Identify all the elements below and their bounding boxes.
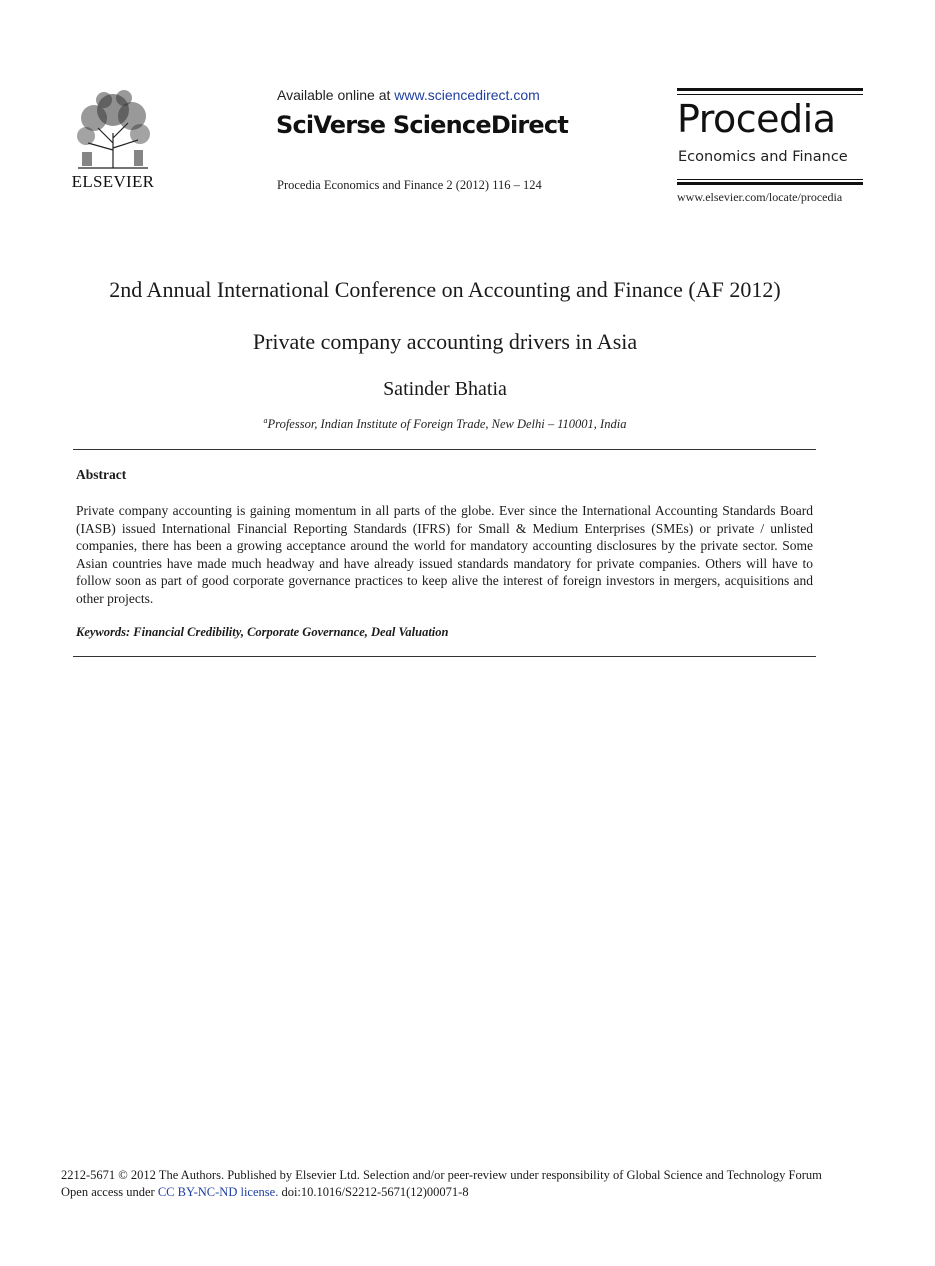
- divider-bottom: [73, 656, 816, 657]
- abstract-heading: Abstract: [76, 467, 127, 482]
- doi: doi:10.1016/S2212-5671(12)00071-8: [278, 1185, 469, 1199]
- elsevier-wordmark: ELSEVIER: [71, 172, 155, 191]
- license-link[interactable]: CC BY-NC-ND license.: [157, 1185, 279, 1199]
- divider-top: [73, 449, 816, 450]
- open-access-prefix: Open access under: [61, 1185, 158, 1199]
- sciverse-sciencedirect-logo: SciVerse ScienceDirect: [276, 111, 568, 139]
- journal-citation: Procedia Economics and Finance 2 (2012) 116 – 124: [277, 178, 542, 192]
- abstract-text: Private company accounting is gaining momentum in all parts of the globe. Ever since the International Accounting Standards Board (IASB) issued International Financial Reporting Standards (IFRS) for Small & Medium Enterprises (SMEs) or private / unlisted companies, there has been a growing acceptance around the world for mandatory accounting disclosures by the private sector. Some Asian countries have made much headway and have already issued standards mandatory for private companies. Others will have to follow soon as part of good corporate governance practices to keep alive the interest of foreign investors in mergers, acquisitions and other projects.: [76, 503, 813, 606]
- journal-url[interactable]: www.elsevier.com/locate/procedia: [677, 190, 843, 204]
- available-online-prefix: Available online at: [277, 87, 395, 103]
- sciencedirect-link[interactable]: www.sciencedirect.com: [394, 87, 540, 103]
- keywords: [76, 625, 448, 640]
- procedia-top-rule: [677, 88, 863, 91]
- keywords-label: Keywords:: [76, 625, 134, 639]
- page-title: Private company accounting drivers in Asia: [252, 329, 638, 354]
- author-name: Satinder Bhatia: [383, 378, 507, 400]
- procedia-top-rule-thin: [677, 94, 863, 95]
- affiliation-text: Professor, Indian Institute of Foreign Trade, New Delhi – 110001, India: [267, 417, 627, 432]
- footer: [61, 1167, 822, 1201]
- procedia-wordmark: Procedia: [677, 97, 836, 141]
- affiliation-marker: a: [263, 416, 268, 425]
- elsevier-logo: [66, 88, 160, 192]
- keywords-values: Financial Credibility, Corporate Governance, Deal Valuation: [133, 625, 449, 639]
- elsevier-tree-icon: [68, 88, 158, 170]
- author-affiliation: [0, 416, 890, 432]
- open-access-line: [61, 1184, 822, 1201]
- procedia-bottom-rule-thin: [677, 179, 863, 180]
- procedia-bottom-rule: [677, 182, 863, 185]
- conference-name: 2nd Annual International Conference on Accounting and Finance (AF 2012): [109, 277, 781, 302]
- procedia-logo: [677, 88, 863, 200]
- available-online: [277, 87, 540, 103]
- copyright-line: 2212-5671 © 2012 The Authors. Published by Elsevier Ltd. Selection and/or peer-review under responsibility of Global Science and Technology Forum: [61, 1168, 822, 1182]
- procedia-subtitle: Economics and Finance: [678, 149, 848, 165]
